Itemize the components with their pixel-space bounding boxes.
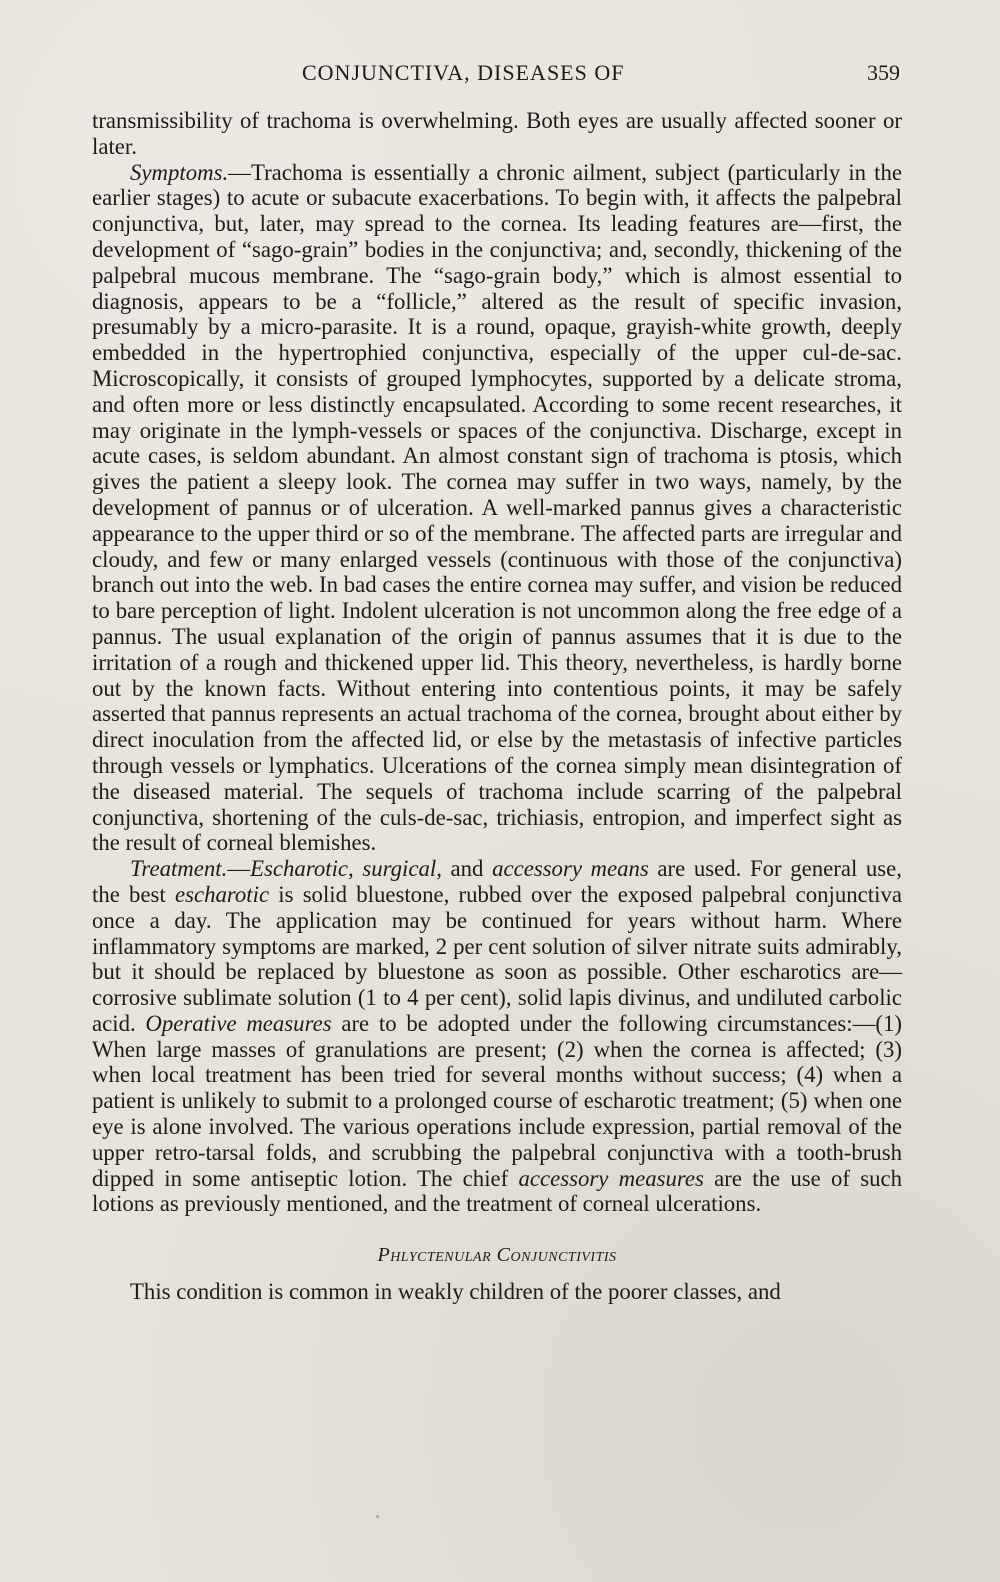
treatment-accessory-means: accessory means <box>492 856 649 882</box>
treatment-operative-measures: Operative measures <box>145 1010 332 1036</box>
paragraph-final <box>92 1279 902 1305</box>
treatment-text-2: is solid bluestone, rubbed over the exposed palpebral conjunctiva once a day. The application may be continued for years without harm. Where inflammatory symptoms are marked, 2 per cent solution of silver nitrate suits admirably, but it should be replaced by bluestone as soon as possible. Other escharotics are—corrosive sublimate solution (1 to 4 per cent), solid lapis divinus, and undiluted carbolic acid. <box>92 881 902 1036</box>
treatment-escharotic: escharotic <box>174 881 270 907</box>
treatment-and: and <box>441 856 493 882</box>
treatment-text-3: are to be adopted under the following circumstances:—(1) When large masses of granulations are present; (2) when the cornea is affected; (3) when local treatment has been tried for several months without success; (4) when a patient is unlikely to submit to a prolonged course of escharotic treatment; (5) when one eye is alone involved. The various operations include expression, partial removal of the upper retro-tarsal folds, and scrubbing the palpebral conjunctiva with a tooth-brush dipped in some antiseptic lotion. The chief <box>92 1010 903 1191</box>
treatment-heading: Treatment. <box>130 856 228 882</box>
treatment-dash: — <box>227 856 251 882</box>
treatment-text-4: are the use of such lotions as previously mentioned, and the treatment of corneal ulcerations. <box>92 1165 902 1217</box>
page-body <box>92 108 902 1305</box>
page-header <box>92 60 900 94</box>
running-head: CONJUNCTIVA, DISEASES OF <box>302 60 625 85</box>
final-text: This condition is common in weakly children of the poorer classes, and <box>130 1279 781 1305</box>
treatment-text-1: are used. For general use, the best <box>92 856 902 907</box>
treatment-accessory-measures: accessory measures <box>518 1165 704 1191</box>
symptoms-heading: Symptoms. <box>130 159 229 185</box>
page-number: 359 <box>867 60 900 85</box>
paragraph-intro <box>92 108 902 160</box>
symptoms-text: —Trachoma is essentially a chronic ailment, subject (particularly in the earlier stages) to acute or subacute exacerbations. To begin with, it affects the palpebral conjunctiva, but, later, may spread to the cornea. Its leading features are—first, the development of “sago-grain” bodies in the conjunctiva; and, secondly, thickening of the palpebral mucous membrane. The “sago-grain body,” which is almost essential to diagnosis, appears to be a “follicle,” altered as the result of specific invasion, presumably by a micro-parasite. It is a round, opaque, grayish-white growth, deeply embedded in the hypertrophied conjunctiva, especially of the upper cul-de-sac. Microscopically, it consists of grouped lymphocytes, supported by a delicate stroma, and often more or less distinctly encapsulated. According to some recent researches, it may originate in the lymph-vessels or spaces of the conjunctiva. Discharge, except in acute cases, is seldom abundant. An almost constant sign of trachoma is ptosis, which gives the patient a sleepy look. The cornea may suffer in two ways, namely, by the development of pannus or of ulceration. A well-marked pannus gives a characteristic appearance to the upper third or so of the membrane. The affected parts are irregular and cloudy, and few or many enlarged vessels (continuous with those of the conjunctiva) branch out into the web. In bad cases the entire cornea may suffer, and vision be reduced to bare perception of light. Indolent ulceration is not uncommon along the free edge of a pannus. The usual explanation of the origin of pannus assumes that it is due to the irritation of a rough and thickened upper lid. This theory, nevertheless, is hardly borne out by the known facts. Without entering into contentious points, it may be safely asserted that pannus represents an actual trachoma of the cornea, brought about either by direct inoculation from the affected lid, or else by the metastasis of infective particles through vessels or lymphatics. Ulcerations of the cornea simply mean disintegration of the diseased material. The sequels of trachoma include scarring of the palpebral conjunctiva, shortening of the culs-de-sac, trichiasis, entropion, and imperfect sight as the result of corneal blemishes. <box>92 159 902 856</box>
treatment-escharotic-surgical: Escharotic, surgical, <box>250 856 442 882</box>
paragraph-symptoms <box>92 160 902 857</box>
paragraph-treatment <box>92 856 902 1217</box>
page-speck <box>376 1515 379 1518</box>
section-title: Phlyctenular Conjunctivitis <box>377 1244 617 1267</box>
intro-text: transmissibility of trachoma is overwhelming. Both eyes are usually affected sooner or later. <box>92 108 902 159</box>
